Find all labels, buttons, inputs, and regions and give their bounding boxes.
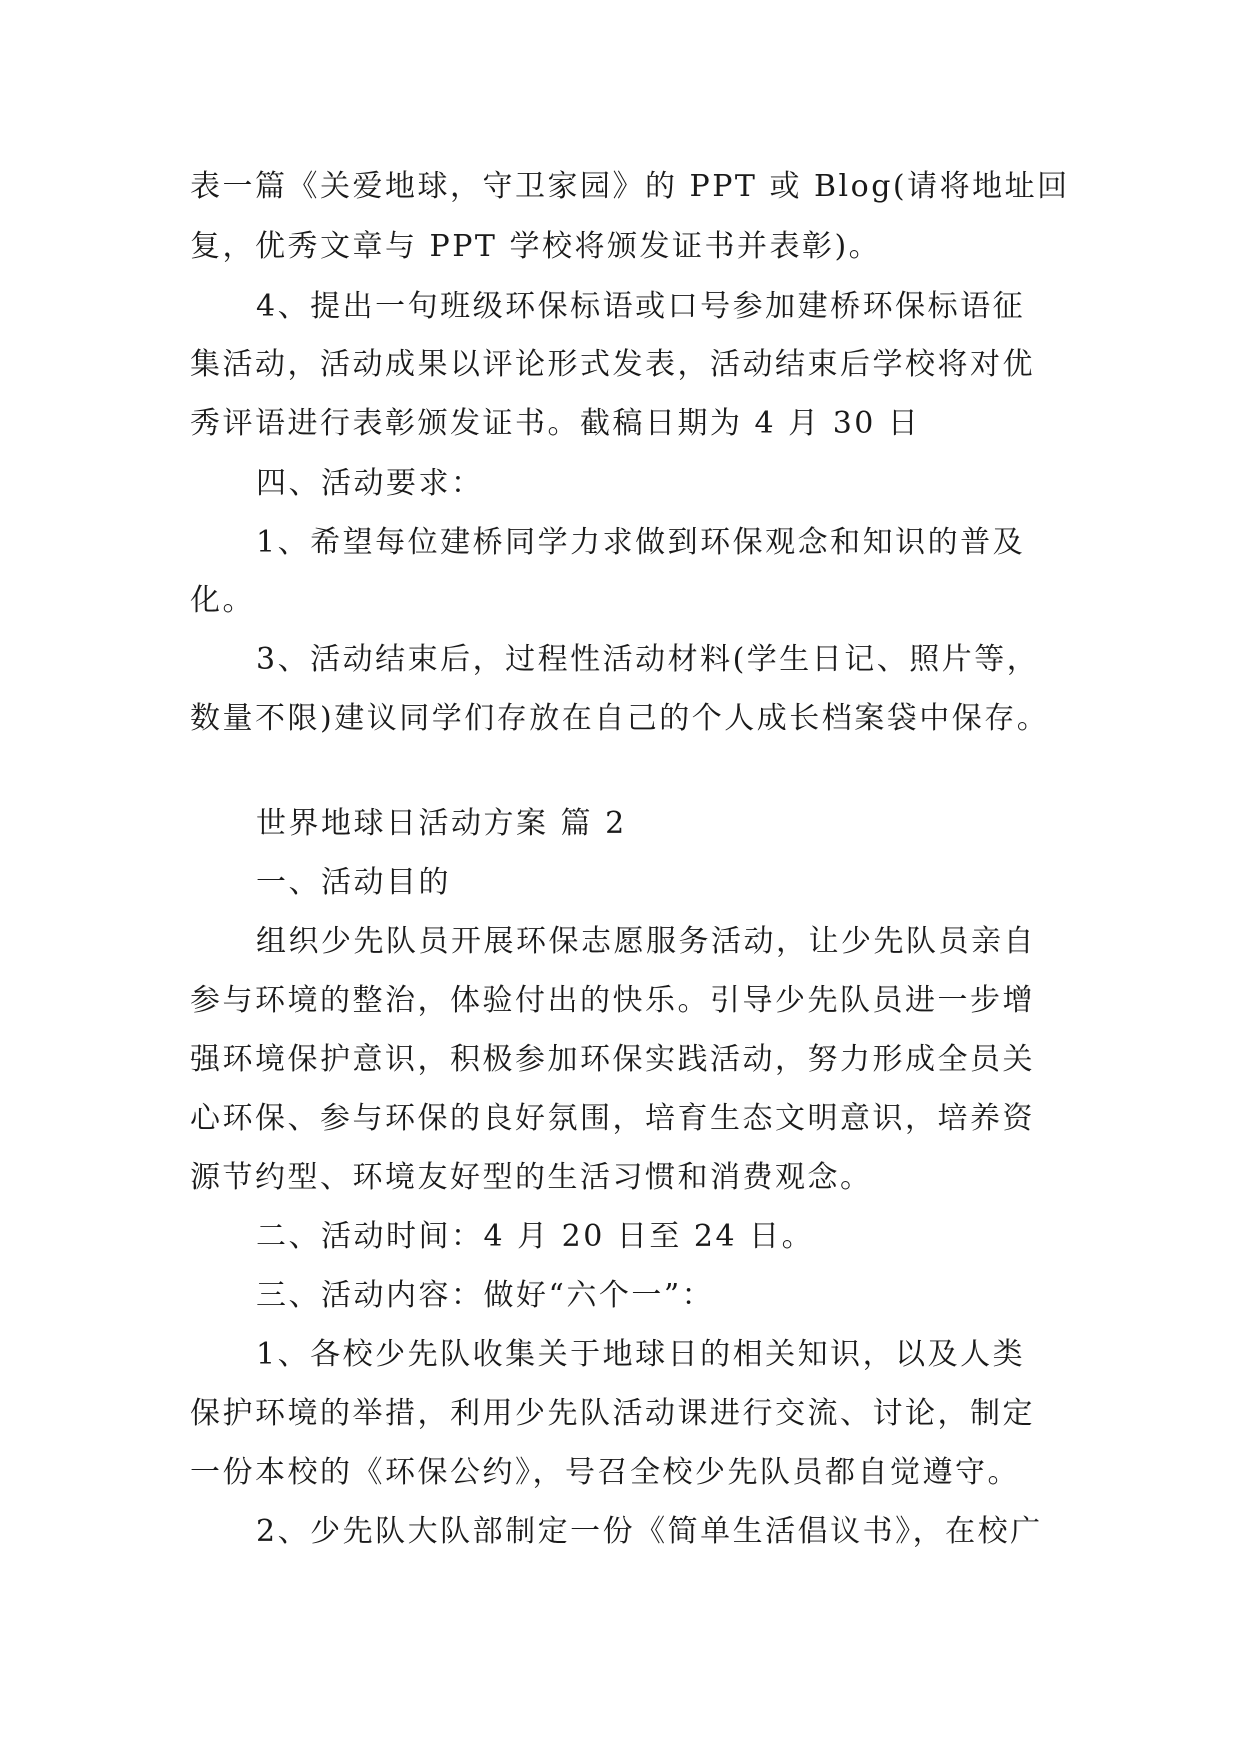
section-heading-purpose: 一、活动目的 (256, 865, 451, 900)
paragraph-item-3: 3、活动结束后，过程性活动材料(学生日记、照片等， (256, 642, 1040, 677)
text-line-1: 表一篇《关爱地球，守卫家园》的 PPT 或 Blog(请将地址回 (190, 169, 1070, 204)
text-line-14: 参与环境的整治，体验付出的快乐。引导少先队员进一步增 (190, 983, 1035, 1018)
text-line-2: 复，优秀文章与 PPT 学校将颁发证书并表彰)。 (190, 229, 882, 264)
section-heading-content: 三、活动内容：做好“六个一”： (256, 1278, 715, 1313)
text-line-15: 强环境保护意识，积极参加环保实践活动，努力形成全员关 (190, 1042, 1035, 1077)
paragraph-purpose: 组织少先队员开展环保志愿服务活动，让少先队员亲自 (256, 924, 1036, 959)
article-title: 世界地球日活动方案 篇 2 (256, 806, 627, 841)
text-line-4: 集活动，活动成果以评论形式发表，活动结束后学校将对优 (190, 347, 1035, 382)
text-line-17: 源节约型、环境友好型的生活习惯和消费观念。 (190, 1160, 873, 1195)
text-line-8: 化。 (190, 583, 255, 618)
content-item-1: 1、各校少先队收集关于地球日的相关知识，以及人类 (256, 1337, 1026, 1372)
paragraph-item-4: 4、提出一句班级环保标语或口号参加建桥环保标语征 (256, 289, 1026, 324)
text-line-22: 一份本校的《环保公约》，号召全校少先队员都自觉遵守。 (190, 1455, 1020, 1490)
text-line-5: 秀评语进行表彰颁发证书。截稿日期为 4 月 30 日 (190, 406, 921, 441)
paragraph-item-1: 1、希望每位建桥同学力求做到环保观念和知识的普及 (256, 525, 1026, 560)
content-item-2: 2、少先队大队部制定一份《简单生活倡议书》，在校广 (256, 1514, 1043, 1549)
text-line-16: 心环保、参与环保的良好氛围，培育生态文明意识，培养资 (190, 1101, 1035, 1136)
text-line-10: 数量不限)建议同学们存放在自己的个人成长档案袋中保存。 (190, 701, 1050, 736)
section-heading-time: 二、活动时间：4 月 20 日至 24 日。 (256, 1219, 815, 1254)
section-heading-requirements: 四、活动要求： (256, 466, 484, 501)
text-line-21: 保护环境的举措，利用少先队活动课进行交流、讨论，制定 (190, 1396, 1035, 1431)
